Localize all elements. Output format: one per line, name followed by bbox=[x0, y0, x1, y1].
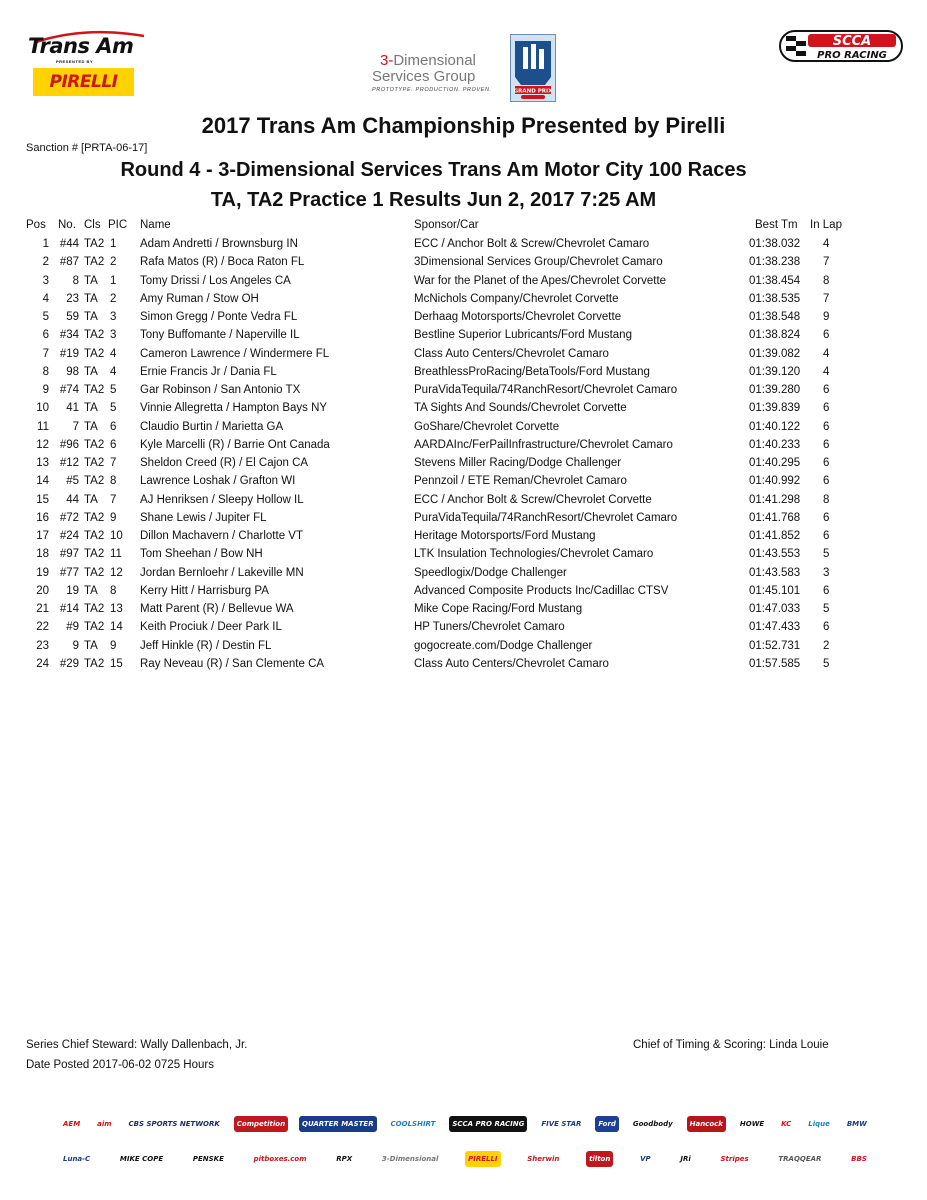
table-row bbox=[0, 494, 927, 512]
class-cell: TA2 bbox=[84, 475, 105, 488]
sponsor-car-cell: Heritage Motorsports/Ford Mustang bbox=[414, 530, 596, 542]
in-lap-cell: 8 bbox=[823, 274, 830, 287]
header-cls: Cls bbox=[84, 219, 101, 231]
driver-name-cell: AJ Henriksen / Sleepy Hollow IL bbox=[140, 493, 304, 506]
pos-cell: 24 bbox=[36, 657, 49, 670]
table-row bbox=[0, 640, 927, 658]
in-lap-cell: 6 bbox=[823, 621, 830, 634]
table-row bbox=[0, 329, 927, 347]
sponsor-car-cell: Speedlogix/Dodge Challenger bbox=[414, 566, 567, 579]
car-number-cell: #44 bbox=[59, 238, 79, 250]
in-lap-cell: 4 bbox=[823, 365, 830, 378]
sponsor-car-cell: Class Auto Centers/Chevrolet Camaro bbox=[414, 347, 609, 360]
class-cell: TA bbox=[84, 365, 98, 378]
table-row bbox=[0, 275, 927, 293]
class-cell: TA2 bbox=[84, 566, 105, 579]
sponsor-logo: Competition bbox=[234, 1116, 288, 1132]
driver-name-cell: Rafa Matos (R) / Boca Raton FL bbox=[140, 256, 305, 269]
in-lap-cell: 5 bbox=[823, 657, 830, 670]
pic-cell: 7 bbox=[110, 457, 117, 469]
trans-am-wordmark: Trans Am bbox=[28, 34, 134, 58]
best-time-cell: 01:39.280 bbox=[749, 384, 801, 396]
driver-name-cell: Tony Buffomante / Naperville IL bbox=[140, 329, 300, 342]
sponsor-car-cell: Bestline Superior Lubricants/Ford Mustang bbox=[414, 329, 632, 342]
pic-cell: 12 bbox=[110, 566, 123, 579]
driver-name-cell: Tom Sheehan / Bow NH bbox=[140, 548, 263, 561]
driver-name-cell: Vinnie Allegretta / Hampton Bays NY bbox=[140, 402, 328, 415]
table-row bbox=[0, 256, 927, 274]
class-cell: TA2 bbox=[84, 347, 105, 360]
sponsor-car-cell: PuraVidaTequila/74RanchResort/Chevrolet Camaro bbox=[414, 384, 678, 396]
class-cell: TA bbox=[84, 493, 98, 506]
pos-cell: 11 bbox=[37, 420, 49, 433]
pic-cell: 3 bbox=[110, 329, 117, 342]
pic-cell: 9 bbox=[110, 639, 117, 652]
pos-cell: 23 bbox=[36, 639, 49, 652]
table-row bbox=[0, 402, 927, 420]
best-time-cell: 01:38.548 bbox=[749, 311, 801, 323]
car-number-cell: #77 bbox=[59, 566, 79, 579]
class-cell: TA bbox=[84, 584, 98, 597]
in-lap-cell: 6 bbox=[823, 402, 830, 415]
best-time-cell: 01:39.082 bbox=[749, 347, 801, 360]
pos-cell: 4 bbox=[42, 292, 49, 305]
driver-name-cell: Kerry Hitt / Harrisburg PA bbox=[140, 584, 269, 597]
best-time-cell: 01:38.238 bbox=[749, 256, 801, 269]
header-name: Name bbox=[140, 219, 171, 231]
pos-cell: 12 bbox=[36, 438, 49, 451]
in-lap-cell: 5 bbox=[823, 603, 830, 615]
car-number-cell: 41 bbox=[66, 402, 79, 415]
car-number-cell: #19 bbox=[59, 347, 79, 360]
pic-cell: 3 bbox=[110, 311, 117, 323]
sponsor-logo: QUARTER MASTER bbox=[299, 1116, 377, 1132]
driver-name-cell: Shane Lewis / Jupiter FL bbox=[140, 511, 267, 524]
header-best-time: Best Tm bbox=[755, 219, 798, 231]
round-title: Round 4 - 3-Dimensional Services Trans Am Motor City 100 Races bbox=[120, 159, 747, 181]
sponsor-logo: Lique bbox=[805, 1116, 833, 1132]
pic-cell: 9 bbox=[110, 511, 117, 524]
dsg-line1: Dimensional bbox=[393, 52, 476, 69]
in-lap-cell: 4 bbox=[823, 238, 830, 250]
best-time-cell: 01:38.535 bbox=[749, 292, 801, 305]
pos-cell: 10 bbox=[36, 402, 49, 415]
best-time-cell: 01:38.454 bbox=[749, 274, 801, 287]
car-number-cell: #96 bbox=[59, 438, 79, 451]
driver-name-cell: Dillon Machavern / Charlotte VT bbox=[140, 530, 303, 542]
scca-pro-racing-logo bbox=[778, 28, 904, 64]
car-number-cell: #14 bbox=[59, 603, 79, 615]
best-time-cell: 01:57.585 bbox=[749, 657, 801, 670]
in-lap-cell: 6 bbox=[823, 511, 830, 524]
class-cell: TA2 bbox=[84, 457, 105, 469]
sponsor-logos-row-2 bbox=[60, 1148, 870, 1170]
sponsor-logo: Ford bbox=[595, 1116, 619, 1132]
pos-cell: 14 bbox=[36, 475, 49, 488]
pic-cell: 14 bbox=[110, 621, 123, 634]
sponsor-logo: BBS bbox=[848, 1151, 870, 1167]
pos-cell: 7 bbox=[42, 347, 49, 360]
sponsor-car-cell: ECC / Anchor Bolt & Screw/Chevrolet Corvette bbox=[414, 493, 652, 506]
pos-cell: 19 bbox=[36, 566, 49, 579]
driver-name-cell: Claudio Burtin / Marietta GA bbox=[140, 420, 284, 433]
in-lap-cell: 2 bbox=[823, 639, 830, 652]
pos-cell: 9 bbox=[42, 384, 49, 396]
car-number-cell: 9 bbox=[72, 639, 79, 652]
class-cell: TA2 bbox=[84, 238, 105, 250]
driver-name-cell: Adam Andretti / Brownsburg IN bbox=[140, 238, 298, 250]
in-lap-cell: 6 bbox=[823, 384, 830, 396]
best-time-cell: 01:41.298 bbox=[749, 493, 801, 506]
car-number-cell: 59 bbox=[66, 311, 79, 323]
pos-cell: 18 bbox=[36, 548, 49, 561]
best-time-cell: 01:47.433 bbox=[749, 621, 801, 634]
car-number-cell: 98 bbox=[66, 365, 79, 378]
in-lap-cell: 4 bbox=[823, 347, 830, 360]
driver-name-cell: Cameron Lawrence / Windermere FL bbox=[140, 347, 330, 360]
pic-cell: 8 bbox=[110, 475, 117, 488]
best-time-cell: 01:40.122 bbox=[749, 420, 801, 433]
best-time-cell: 01:40.992 bbox=[749, 475, 801, 488]
driver-name-cell: Matt Parent (R) / Bellevue WA bbox=[140, 603, 294, 615]
driver-name-cell: Jeff Hinkle (R) / Destin FL bbox=[140, 639, 272, 652]
sponsor-logo: AEM bbox=[60, 1116, 83, 1132]
in-lap-cell: 3 bbox=[823, 566, 830, 579]
sponsor-car-cell: AARDAInc/FerPailInfrastructure/Chevrolet Camaro bbox=[414, 438, 673, 451]
chief-steward: Series Chief Steward: Wally Dallenbach, Jr. bbox=[26, 1039, 248, 1051]
sponsor-car-cell: BreathlessProRacing/BetaTools/Ford Mustang bbox=[414, 365, 650, 378]
in-lap-cell: 6 bbox=[823, 530, 830, 542]
sponsor-logo: CBS SPORTS NETWORK bbox=[126, 1116, 223, 1132]
table-row bbox=[0, 603, 927, 621]
table-row bbox=[0, 348, 927, 366]
sponsor-logo: Sherwin bbox=[524, 1151, 562, 1167]
pirelli-wordmark: PIRELLI bbox=[49, 72, 118, 92]
car-number-cell: #72 bbox=[59, 511, 79, 524]
car-number-cell: #97 bbox=[59, 548, 79, 561]
sponsor-car-cell: 3Dimensional Services Group/Chevrolet Camaro bbox=[414, 256, 663, 269]
sponsor-car-cell: War for the Planet of the Apes/Chevrolet Corvette bbox=[414, 274, 667, 287]
header-pic: PIC bbox=[108, 219, 128, 231]
sponsor-logo: HOWE bbox=[737, 1116, 767, 1132]
sponsor-logo: tilton bbox=[586, 1151, 613, 1167]
pic-cell: 10 bbox=[110, 530, 123, 542]
class-cell: TA2 bbox=[84, 657, 105, 670]
driver-name-cell: Jordan Bernloehr / Lakeville MN bbox=[140, 566, 304, 579]
class-cell: TA bbox=[84, 402, 98, 415]
pic-cell: 13 bbox=[110, 603, 123, 615]
driver-name-cell: Ray Neveau (R) / San Clemente CA bbox=[140, 657, 325, 670]
best-time-cell: 01:47.033 bbox=[749, 603, 801, 615]
sponsor-car-cell: Pennzoil / ETE Reman/Chevrolet Camaro bbox=[414, 475, 627, 488]
class-cell: TA2 bbox=[84, 256, 105, 269]
pic-cell: 2 bbox=[110, 256, 117, 269]
car-number-cell: #5 bbox=[66, 475, 79, 488]
car-number-cell: #34 bbox=[59, 329, 79, 342]
class-cell: TA2 bbox=[84, 438, 105, 451]
class-cell: TA2 bbox=[84, 530, 105, 542]
car-number-cell: #9 bbox=[66, 621, 79, 634]
car-number-cell: 23 bbox=[66, 292, 79, 305]
sponsor-car-cell: ECC / Anchor Bolt & Screw/Chevrolet Camaro bbox=[414, 238, 650, 250]
pos-cell: 6 bbox=[42, 329, 49, 342]
presented-by-label: PRESENTED BY bbox=[56, 59, 94, 64]
in-lap-cell: 6 bbox=[823, 438, 830, 451]
table-row bbox=[0, 293, 927, 311]
table-row bbox=[0, 548, 927, 566]
table-row bbox=[0, 621, 927, 639]
session-title: TA, TA2 Practice 1 Results Jun 2, 2017 7:25 AM bbox=[210, 189, 657, 211]
sponsor-car-cell: Derhaag Motorsports/Chevrolet Corvette bbox=[414, 311, 622, 323]
driver-name-cell: Lawrence Loshak / Grafton WI bbox=[140, 475, 296, 488]
driver-name-cell: Amy Ruman / Stow OH bbox=[140, 292, 259, 305]
pos-cell: 16 bbox=[36, 511, 49, 524]
grand-prix-text: GRAND PRIX bbox=[513, 88, 553, 95]
sponsor-logo: Stripes bbox=[717, 1151, 751, 1167]
sponsor-logo: RPX bbox=[333, 1151, 355, 1167]
pic-cell: 11 bbox=[110, 548, 122, 561]
sponsor-car-cell: HP Tuners/Chevrolet Camaro bbox=[414, 621, 565, 634]
pic-cell: 4 bbox=[110, 365, 117, 378]
in-lap-cell: 7 bbox=[823, 256, 830, 269]
pos-cell: 8 bbox=[42, 365, 49, 378]
in-lap-cell: 7 bbox=[823, 292, 830, 305]
header-in-lap: In Lap bbox=[810, 219, 842, 231]
sponsor-car-cell: Mike Cope Racing/Ford Mustang bbox=[414, 603, 583, 615]
grand-prix-emblem-icon bbox=[511, 35, 555, 101]
table-row bbox=[0, 512, 927, 530]
table-row bbox=[0, 658, 927, 676]
header-no: No. bbox=[58, 219, 76, 231]
car-number-cell: 8 bbox=[72, 274, 79, 287]
car-number-cell: 44 bbox=[66, 493, 79, 506]
sponsor-logo: BMW bbox=[844, 1116, 870, 1132]
pic-cell: 15 bbox=[110, 657, 123, 670]
class-cell: TA2 bbox=[84, 511, 105, 524]
sponsor-car-cell: McNichols Company/Chevrolet Corvette bbox=[414, 292, 619, 305]
pos-cell: 13 bbox=[36, 457, 49, 469]
class-cell: TA bbox=[84, 274, 98, 287]
trans-am-pirelli-logo bbox=[26, 30, 146, 100]
class-cell: TA2 bbox=[84, 329, 105, 342]
pos-cell: 15 bbox=[36, 493, 49, 506]
dsg-prefix: 3- bbox=[380, 52, 394, 69]
table-row bbox=[0, 384, 927, 402]
class-cell: TA bbox=[84, 311, 98, 323]
class-cell: TA2 bbox=[84, 548, 105, 561]
dsg-line2: Services Group bbox=[372, 68, 476, 85]
pirelli-logo bbox=[33, 68, 134, 96]
in-lap-cell: 6 bbox=[823, 584, 830, 597]
in-lap-cell: 6 bbox=[823, 329, 830, 342]
pic-cell: 8 bbox=[110, 584, 117, 597]
sponsor-logo: PIRELLI bbox=[465, 1151, 500, 1167]
car-number-cell: #74 bbox=[59, 384, 79, 396]
class-cell: TA2 bbox=[84, 384, 105, 396]
sponsor-logos-row-1 bbox=[60, 1113, 870, 1135]
car-number-cell: #12 bbox=[59, 457, 79, 469]
driver-name-cell: Kyle Marcelli (R) / Barrie Ont Canada bbox=[140, 438, 330, 451]
pos-cell: 20 bbox=[36, 584, 49, 597]
class-cell: TA bbox=[84, 292, 98, 305]
pic-cell: 1 bbox=[110, 274, 117, 287]
sponsor-car-cell: Stevens Miller Racing/Dodge Challenger bbox=[414, 457, 622, 469]
car-number-cell: 7 bbox=[72, 420, 79, 433]
best-time-cell: 01:43.553 bbox=[749, 548, 801, 561]
table-row bbox=[0, 457, 927, 475]
sponsor-logo: JRi bbox=[677, 1151, 693, 1167]
in-lap-cell: 8 bbox=[823, 493, 830, 506]
pic-cell: 5 bbox=[110, 384, 117, 396]
detroit-grand-prix-logo bbox=[510, 34, 556, 102]
sponsor-logo: PENSKE bbox=[190, 1151, 227, 1167]
sponsor-logo: Hancock bbox=[687, 1116, 726, 1132]
table-row bbox=[0, 530, 927, 548]
best-time-cell: 01:43.583 bbox=[749, 566, 801, 579]
driver-name-cell: Gar Robinson / San Antonio TX bbox=[140, 384, 301, 396]
in-lap-cell: 6 bbox=[823, 457, 830, 469]
sponsor-logo: FIVE STAR bbox=[538, 1116, 584, 1132]
pic-cell: 7 bbox=[110, 493, 117, 506]
sponsor-logo: TRAQQEAR bbox=[775, 1151, 824, 1167]
pos-cell: 2 bbox=[42, 256, 49, 269]
sponsor-logo: VP bbox=[637, 1151, 654, 1167]
sanction-number: Sanction # [PRTA-06-17] bbox=[26, 142, 148, 154]
driver-name-cell: Tomy Drissi / Los Angeles CA bbox=[140, 274, 291, 287]
class-cell: TA2 bbox=[84, 621, 105, 634]
pic-cell: 5 bbox=[110, 402, 117, 415]
car-number-cell: 19 bbox=[66, 584, 79, 597]
pic-cell: 2 bbox=[110, 292, 117, 305]
sponsor-logo: pitboxes.com bbox=[251, 1151, 310, 1167]
best-time-cell: 01:41.768 bbox=[749, 511, 801, 524]
results-table-header bbox=[0, 219, 927, 237]
pos-cell: 21 bbox=[36, 603, 49, 615]
in-lap-cell: 9 bbox=[823, 311, 830, 323]
pic-cell: 4 bbox=[110, 347, 117, 360]
chief-of-timing: Chief of Timing & Scoring: Linda Louie bbox=[633, 1039, 829, 1051]
three-dimensional-services-logo bbox=[370, 52, 495, 98]
pos-cell: 1 bbox=[42, 238, 49, 250]
table-row bbox=[0, 366, 927, 384]
table-row bbox=[0, 439, 927, 457]
driver-name-cell: Sheldon Creed (R) / El Cajon CA bbox=[140, 457, 309, 469]
table-row bbox=[0, 567, 927, 585]
sponsor-logo: 3-Dimensional bbox=[379, 1151, 442, 1167]
best-time-cell: 01:41.852 bbox=[749, 530, 801, 542]
best-time-cell: 01:39.120 bbox=[749, 365, 801, 378]
driver-name-cell: Keith Prociuk / Deer Park IL bbox=[140, 621, 282, 634]
sponsor-car-cell: PuraVidaTequila/74RanchResort/Chevrolet Camaro bbox=[414, 511, 678, 524]
best-time-cell: 01:52.731 bbox=[749, 639, 801, 652]
sponsor-logo: SCCA PRO RACING bbox=[449, 1116, 527, 1132]
table-row bbox=[0, 585, 927, 603]
best-time-cell: 01:40.233 bbox=[749, 438, 801, 451]
sponsor-logo: MIKE COPE bbox=[117, 1151, 166, 1167]
in-lap-cell: 6 bbox=[823, 475, 830, 488]
sponsor-logo: Luna-C bbox=[60, 1151, 93, 1167]
dsg-tagline: PROTOTYPE. PRODUCTION. PROVEN. bbox=[372, 87, 492, 93]
best-time-cell: 01:45.101 bbox=[749, 584, 801, 597]
driver-name-cell: Simon Gregg / Ponte Vedra FL bbox=[140, 311, 298, 323]
pos-cell: 3 bbox=[42, 274, 49, 287]
pic-cell: 6 bbox=[110, 438, 117, 451]
pic-cell: 6 bbox=[110, 420, 117, 433]
pos-cell: 17 bbox=[36, 530, 49, 542]
header-pos: Pos bbox=[26, 219, 46, 231]
pro-racing-text: PRO RACING bbox=[817, 50, 887, 61]
class-cell: TA2 bbox=[84, 603, 105, 615]
scca-text: SCCA bbox=[832, 34, 872, 49]
table-row bbox=[0, 421, 927, 439]
sponsor-car-cell: gogocreate.com/Dodge Challenger bbox=[414, 639, 593, 652]
sponsor-logo: aim bbox=[94, 1116, 114, 1132]
sponsor-logo: Goodbody bbox=[630, 1116, 676, 1132]
sponsor-logo: KC bbox=[778, 1116, 794, 1132]
class-cell: TA bbox=[84, 639, 98, 652]
in-lap-cell: 5 bbox=[823, 548, 830, 561]
class-cell: TA bbox=[84, 420, 98, 433]
best-time-cell: 01:39.839 bbox=[749, 402, 801, 415]
best-time-cell: 01:38.824 bbox=[749, 329, 801, 342]
pic-cell: 1 bbox=[110, 238, 117, 250]
sponsor-car-cell: Class Auto Centers/Chevrolet Camaro bbox=[414, 657, 609, 670]
scca-badge-icon bbox=[778, 28, 904, 64]
table-row bbox=[0, 475, 927, 493]
best-time-cell: 01:40.295 bbox=[749, 457, 801, 469]
sponsor-car-cell: LTK Insulation Technologies/Chevrolet Camaro bbox=[414, 548, 654, 561]
in-lap-cell: 6 bbox=[823, 420, 830, 433]
sponsor-car-cell: Advanced Composite Products Inc/Cadillac CTSV bbox=[414, 584, 669, 597]
header-sponsor: Sponsor/Car bbox=[414, 219, 479, 231]
date-posted: Date Posted 2017-06-02 0725 Hours bbox=[26, 1059, 214, 1071]
sponsor-logo: COOLSHIRT bbox=[388, 1116, 439, 1132]
sponsor-car-cell: GoShare/Chevrolet Corvette bbox=[414, 420, 560, 433]
car-number-cell: #24 bbox=[59, 530, 79, 542]
table-row bbox=[0, 238, 927, 256]
table-row bbox=[0, 311, 927, 329]
best-time-cell: 01:38.032 bbox=[749, 238, 801, 250]
pos-cell: 5 bbox=[42, 311, 49, 323]
pos-cell: 22 bbox=[36, 621, 49, 634]
car-number-cell: #29 bbox=[59, 657, 79, 670]
championship-title: 2017 Trans Am Championship Presented by Pirelli bbox=[201, 113, 726, 138]
driver-name-cell: Ernie Francis Jr / Dania FL bbox=[140, 365, 277, 378]
sponsor-car-cell: TA Sights And Sounds/Chevrolet Corvette bbox=[414, 402, 627, 415]
car-number-cell: #87 bbox=[59, 256, 79, 269]
